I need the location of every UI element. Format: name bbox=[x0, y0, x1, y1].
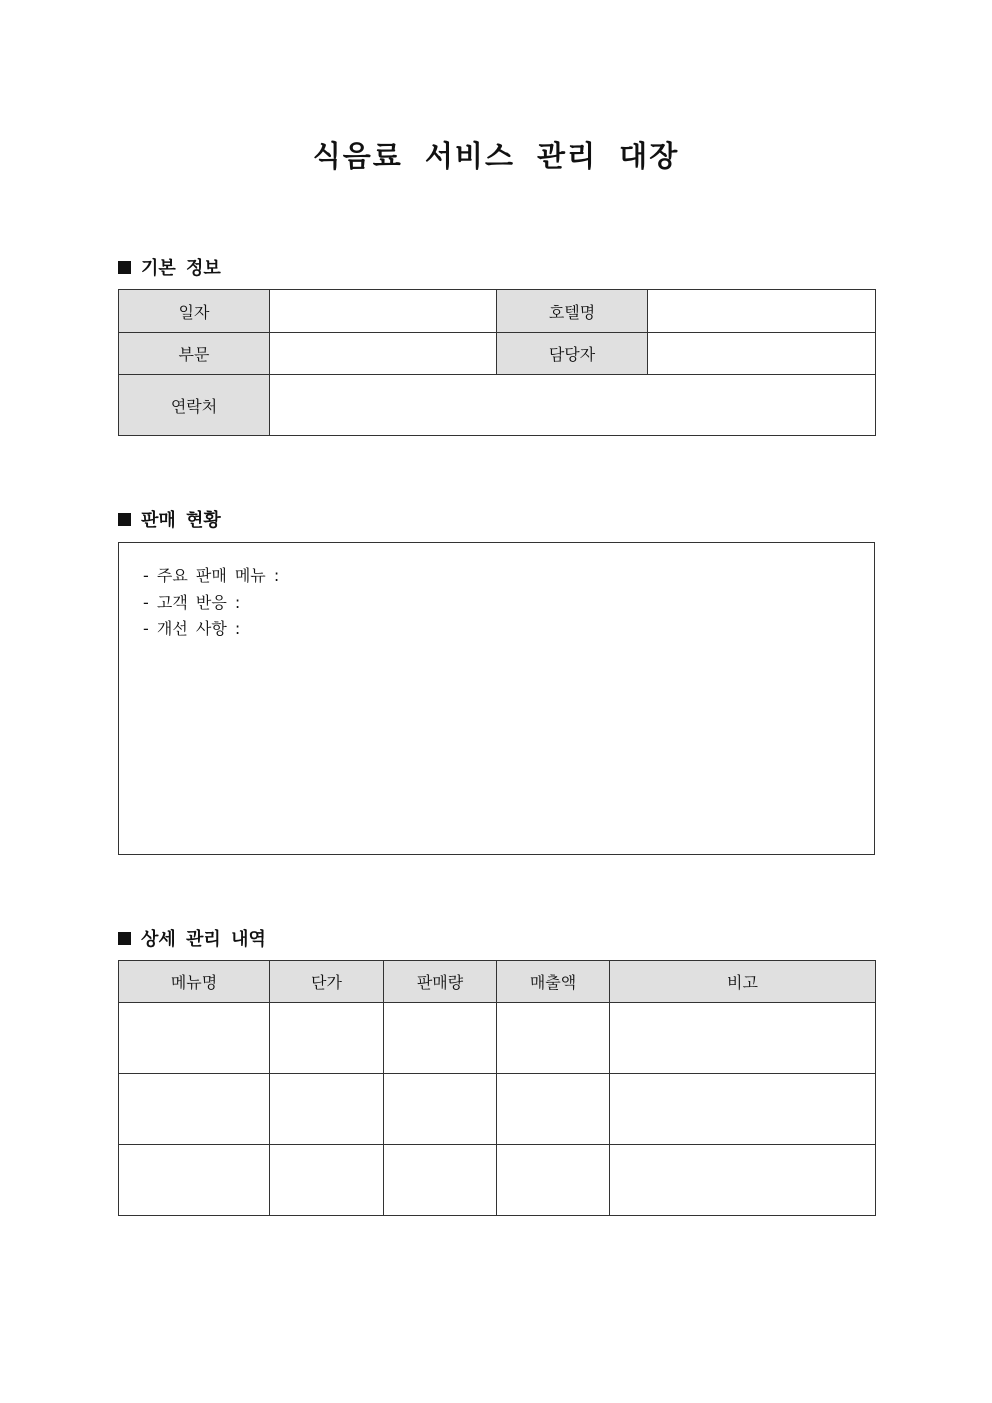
sales-status-box[interactable] bbox=[118, 542, 875, 855]
hotel-name-field[interactable] bbox=[648, 290, 876, 333]
sales-volume-cell[interactable] bbox=[384, 1003, 497, 1074]
details-table bbox=[118, 960, 876, 1216]
page-title: 식음료 서비스 관리 대장 bbox=[312, 139, 680, 173]
table-row bbox=[119, 1145, 876, 1216]
contact-field[interactable] bbox=[270, 375, 876, 436]
square-bullet-icon bbox=[118, 261, 131, 274]
col-remarks: 비고 bbox=[610, 961, 876, 1003]
revenue-cell[interactable] bbox=[497, 1145, 610, 1216]
menu-name-cell[interactable] bbox=[119, 1074, 270, 1145]
unit-price-cell[interactable] bbox=[270, 1145, 384, 1216]
department-field[interactable] bbox=[270, 333, 497, 375]
table-row bbox=[119, 1003, 876, 1074]
customer-response-line: - 고객 반응 : bbox=[143, 592, 241, 612]
contact-label: 연락처 bbox=[119, 375, 270, 436]
improvement-line: - 개선 사항 : bbox=[143, 619, 241, 638]
sales-volume-cell[interactable] bbox=[384, 1145, 497, 1216]
unit-price-cell[interactable] bbox=[270, 1003, 384, 1074]
manager-field[interactable] bbox=[648, 333, 876, 375]
col-menu-name: 메뉴명 bbox=[119, 961, 270, 1003]
revenue-cell[interactable] bbox=[497, 1074, 610, 1145]
menu-name-cell[interactable] bbox=[119, 1145, 270, 1216]
remarks-cell[interactable] bbox=[610, 1145, 876, 1216]
date-field[interactable] bbox=[270, 290, 497, 333]
remarks-cell[interactable] bbox=[610, 1074, 876, 1145]
date-label: 일자 bbox=[119, 290, 270, 333]
basic-info-heading bbox=[118, 254, 221, 280]
sales-status-heading-label: 판매 현황 bbox=[141, 510, 221, 531]
hotel-name-label: 호텔명 bbox=[497, 290, 648, 333]
unit-price-cell[interactable] bbox=[270, 1074, 384, 1145]
sales-volume-cell[interactable] bbox=[384, 1074, 497, 1145]
basic-info-table bbox=[118, 289, 876, 436]
remarks-cell[interactable] bbox=[610, 1003, 876, 1074]
sales-status-lines bbox=[143, 563, 279, 643]
col-revenue: 매출액 bbox=[497, 961, 610, 1003]
menu-name-cell[interactable] bbox=[119, 1003, 270, 1074]
revenue-cell[interactable] bbox=[497, 1003, 610, 1074]
details-header-row bbox=[119, 961, 876, 1003]
table-row bbox=[119, 1074, 876, 1145]
department-label: 부문 bbox=[119, 333, 270, 375]
sales-status-heading bbox=[118, 506, 221, 532]
square-bullet-icon bbox=[118, 932, 131, 945]
details-heading-label: 상세 관리 내역 bbox=[141, 929, 266, 950]
basic-info-heading-label: 기본 정보 bbox=[141, 258, 221, 279]
details-heading bbox=[118, 925, 266, 951]
main-menu-line: - 주요 판매 메뉴 : bbox=[143, 566, 280, 585]
col-sales-volume: 판매량 bbox=[384, 961, 497, 1003]
manager-label: 담당자 bbox=[497, 333, 648, 375]
col-unit-price: 단가 bbox=[270, 961, 384, 1003]
square-bullet-icon bbox=[118, 513, 131, 526]
